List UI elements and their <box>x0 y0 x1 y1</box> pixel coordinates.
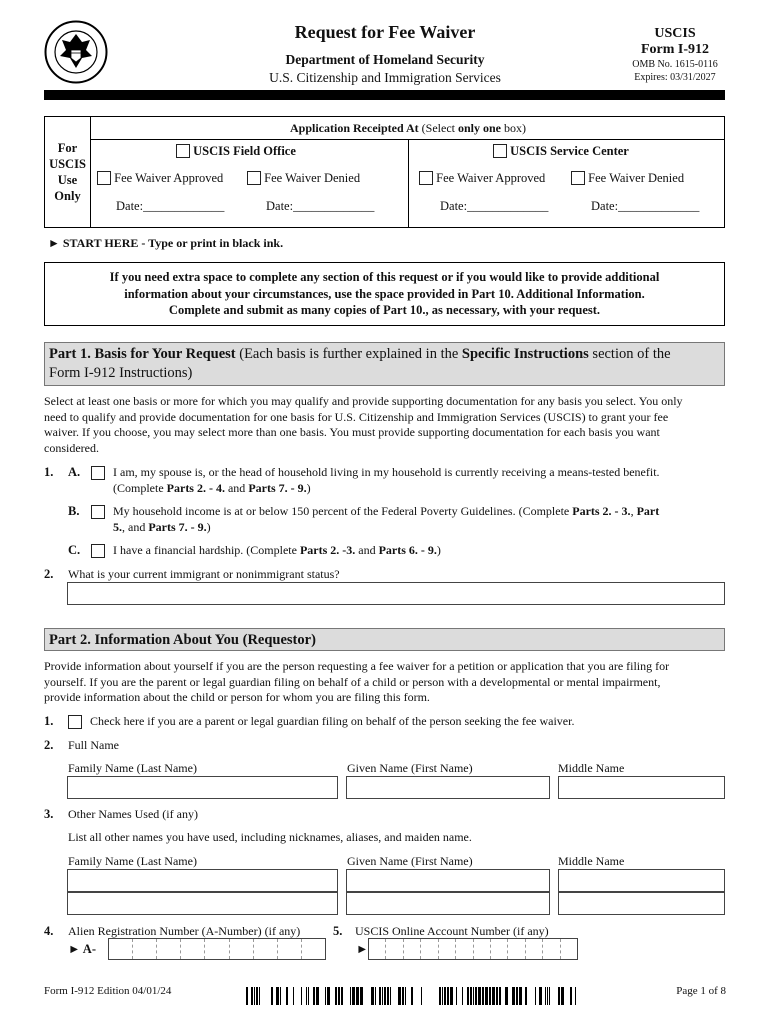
sc-approved-option[interactable]: Fee Waiver Approved <box>419 171 545 186</box>
fo-denied-date[interactable]: Date:_____________ <box>266 199 375 213</box>
other-family-name-input-2[interactable] <box>67 892 338 915</box>
a-number-input[interactable] <box>108 938 326 960</box>
sc-approved-date[interactable]: Date:_____________ <box>440 199 549 213</box>
form-edition: Form I-912 Edition 04/01/24 <box>44 985 172 997</box>
p1-item1-number: 1. <box>44 465 54 479</box>
p2-item5-number: 5. <box>333 924 343 938</box>
dhs-seal <box>44 20 108 84</box>
uscis-label: USCIS <box>654 26 696 41</box>
p2-item1-text: Check here if you are a parent or legal guardian filing on behalf of the person seeking the fee waiver. <box>90 714 575 728</box>
sc-denied-date[interactable]: Date:_____________ <box>591 199 700 213</box>
other-given-name-input-1[interactable] <box>346 869 550 892</box>
other-middle-name-input-2[interactable] <box>558 892 725 915</box>
sc-denied-checkbox[interactable] <box>571 171 585 185</box>
p1-item1a-text: I am, my spouse is, or the head of household living in my household is currently receiving a means-tested benefit. <box>113 465 660 479</box>
sc-approved-checkbox[interactable] <box>419 171 433 185</box>
other-given-name-input-2[interactable] <box>346 892 550 915</box>
p1-item1b-subtext: 5., and Parts 7. - 9.) <box>113 520 211 534</box>
p2-item4-text: Alien Registration Number (A-Number) (if any) <box>68 924 301 938</box>
parent-guardian-checkbox[interactable] <box>68 715 82 729</box>
p2-item3-subtext: List all other names you have used, including nicknames, aliases, and maiden name. <box>68 830 472 844</box>
other-middle-name-label: Middle Name <box>558 854 625 868</box>
a-number-prefix: ► A- <box>68 942 96 956</box>
other-middle-name-input-1[interactable] <box>558 869 725 892</box>
means-tested-benefit-checkbox[interactable] <box>91 466 105 480</box>
fo-denied-checkbox[interactable] <box>247 171 261 185</box>
p2-item4-number: 4. <box>44 924 54 938</box>
application-receipted-heading: Application Receipted At (Select only one box) <box>289 121 526 135</box>
other-family-name-label: Family Name (Last Name) <box>68 854 197 868</box>
p1-item2-number: 2. <box>44 567 54 581</box>
for-uscis-use-only: For USCIS Use Only <box>49 141 86 203</box>
given-name-input[interactable] <box>346 776 550 799</box>
family-name-input[interactable] <box>67 776 338 799</box>
p1-item1a-subtext: (Complete Parts 2. - 4. and Parts 7. - 9.) <box>113 481 311 495</box>
p2-item2-number: 2. <box>44 738 54 752</box>
fo-approved-checkbox[interactable] <box>97 171 111 185</box>
fo-approved-option[interactable]: Fee Waiver Approved <box>97 171 223 186</box>
service-center-option[interactable]: USCIS Service Center <box>493 144 629 159</box>
p1-item1a-label: A. <box>68 465 81 479</box>
full-given-name-label: Given Name (First Name) <box>347 761 473 775</box>
p2-item3-text: Other Names Used (if any) <box>68 807 198 821</box>
extra-space-note: If you need extra space to complete any section of this request or if you would like to provide additional information about your circumstances, use the space provided in Part 10. Additional Information. Complete and submit as many copies of Part 10., as necessary, with your request. <box>44 262 725 326</box>
service-center-checkbox[interactable] <box>493 144 507 158</box>
department-name: Department of Homeland Security <box>285 52 485 67</box>
p2-item2-text: Full Name <box>68 738 119 752</box>
field-office-checkbox[interactable] <box>176 144 190 158</box>
p1-item1c-text: I have a financial hardship. (Complete Parts 2. -3. and Parts 6. - 9.) <box>113 543 441 557</box>
use-box-column-divider <box>408 139 409 228</box>
middle-name-input[interactable] <box>558 776 725 799</box>
form-title: Request for Fee Waiver <box>294 22 476 42</box>
online-account-number-input[interactable] <box>368 938 578 960</box>
financial-hardship-checkbox[interactable] <box>91 544 105 558</box>
p1-item2-text: What is your current immigrant or nonimmigrant status? <box>68 567 340 581</box>
other-family-name-input-1[interactable] <box>67 869 338 892</box>
p1-item1c-label: C. <box>68 543 81 557</box>
agency-name: U.S. Citizenship and Immigration Services <box>269 70 501 85</box>
p2-item5-text: USCIS Online Account Number (if any) <box>355 924 549 938</box>
sc-denied-option[interactable]: Fee Waiver Denied <box>571 171 684 186</box>
p2-item1-number: 1. <box>44 714 54 728</box>
expiration-date: Expires: 03/31/2027 <box>634 72 716 83</box>
part2-intro: Provide information about yourself if you are the person requesting a fee waiver for a petition or application that you are filing for yourself. If you are the parent or legal guardian filing on behalf of a child or person with a developmental or mental impairment, provide information about the child or person for whom you are filing this form. <box>44 659 670 704</box>
immigrant-status-input[interactable] <box>67 582 725 605</box>
p2-item3-number: 3. <box>44 807 54 821</box>
part1-heading: Part 1. Basis for Your Request (Each basis is further explained in the Specific Instructions section of the Form I-912 Instructions) <box>44 342 725 386</box>
barcode <box>246 987 576 1005</box>
fo-denied-option[interactable]: Fee Waiver Denied <box>247 171 360 186</box>
p1-item1b-text: My household income is at or below 150 percent of the Federal Poverty Guidelines. (Complete Parts 2. - 3., Part <box>113 504 660 518</box>
part1-intro: Select at least one basis or more for which you may qualify and provide supporting documentation for any basis you select. You only need to qualify and provide documentation for one basis for U.S. Citizenship and Immigration Services (USCIS) to grant your fee waiver. If you choose, you may select more than one basis. You must provide supporting documentation for each basis you want considered. <box>44 394 683 455</box>
header-divider <box>44 90 725 100</box>
form-number: Form I-912 <box>640 42 710 57</box>
part2-heading: Part 2. Information About You (Requestor) <box>44 628 725 651</box>
field-office-option[interactable]: USCIS Field Office <box>176 144 296 159</box>
online-account-prefix: ► <box>356 942 369 956</box>
omb-number: OMB No. 1615-0116 <box>632 59 718 70</box>
fo-approved-date[interactable]: Date:_____________ <box>116 199 225 213</box>
full-family-name-label: Family Name (Last Name) <box>68 761 197 775</box>
full-middle-name-label: Middle Name <box>558 761 625 775</box>
other-given-name-label: Given Name (First Name) <box>347 854 473 868</box>
start-here-instruction: ► START HERE - Type or print in black ink. <box>48 236 284 250</box>
page-number: Page 1 of 8 <box>676 985 726 997</box>
p1-item1b-label: B. <box>68 504 80 518</box>
poverty-guidelines-checkbox[interactable] <box>91 505 105 519</box>
